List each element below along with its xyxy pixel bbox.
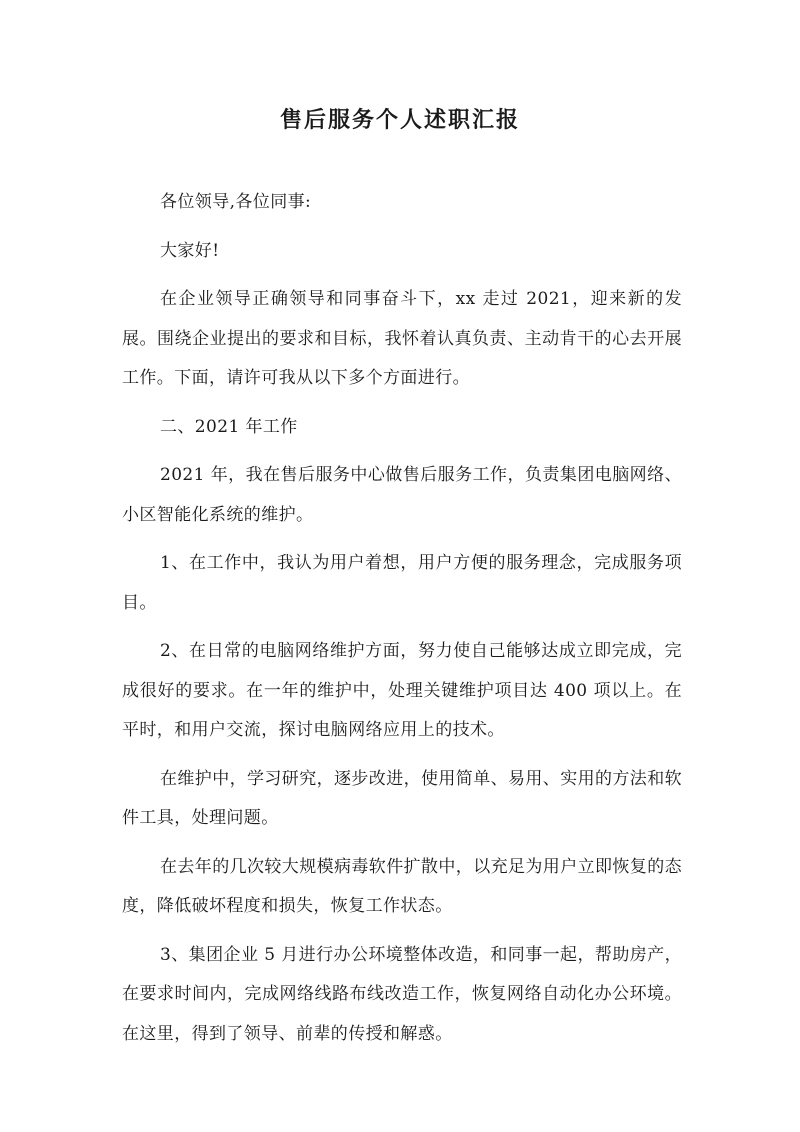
greeting: 大家好! bbox=[160, 240, 220, 261]
paragraph-intro: 在企业领导正确领导和同事奋斗下，xx 走过 2021，迎来新的发展。围绕企业提出的要求和目标，我怀着认真负责、主动肯干的心去开展工作。下面，请许可我从以下多个方面进行。 bbox=[122, 289, 682, 388]
paragraph-item-3: 3、集团企业 5 月进行办公环境整体改造，和同事一起，帮助房产，在要求时间内，完成网络线路布线改造工作，恢复网络自动化办公环境。在这里，得到了领导、前辈的传授和解惑。 bbox=[122, 944, 682, 1044]
section-heading: 二、2021 年工作 bbox=[160, 416, 298, 437]
document-title: 售后服务个人述职汇报 bbox=[279, 107, 520, 133]
paragraph-2021-work: 2021 年，我在售后服务中心做售后服务工作，负责集团电脑网络、小区智能化系统的维护。 bbox=[122, 465, 682, 525]
document-body bbox=[122, 183, 682, 1063]
salutation: 各位领导,各位同事: bbox=[160, 192, 312, 212]
paragraph-virus: 在去年的几次较大规模病毒软件扩散中，以充足为用户立即恢复的态度，降低破坏程度和损失，恢复工作状态。 bbox=[122, 856, 682, 916]
paragraph-item-1: 1、在工作中，我认为用户着想，用户方便的服务理念，完成服务项目。 bbox=[122, 553, 682, 613]
paragraph-maintenance: 在维护中，学习研究，逐步改进，使用简单、易用、实用的方法和软件工具，处理问题。 bbox=[122, 768, 682, 828]
paragraph-item-2: 2、在日常的电脑网络维护方面，努力使自己能够达成立即完成，完成很好的要求。在一年的维护中，处理关键维护项目达 400 项以上。在平时，和用户交流，探讨电脑网络应用上的技术。 bbox=[122, 641, 682, 740]
